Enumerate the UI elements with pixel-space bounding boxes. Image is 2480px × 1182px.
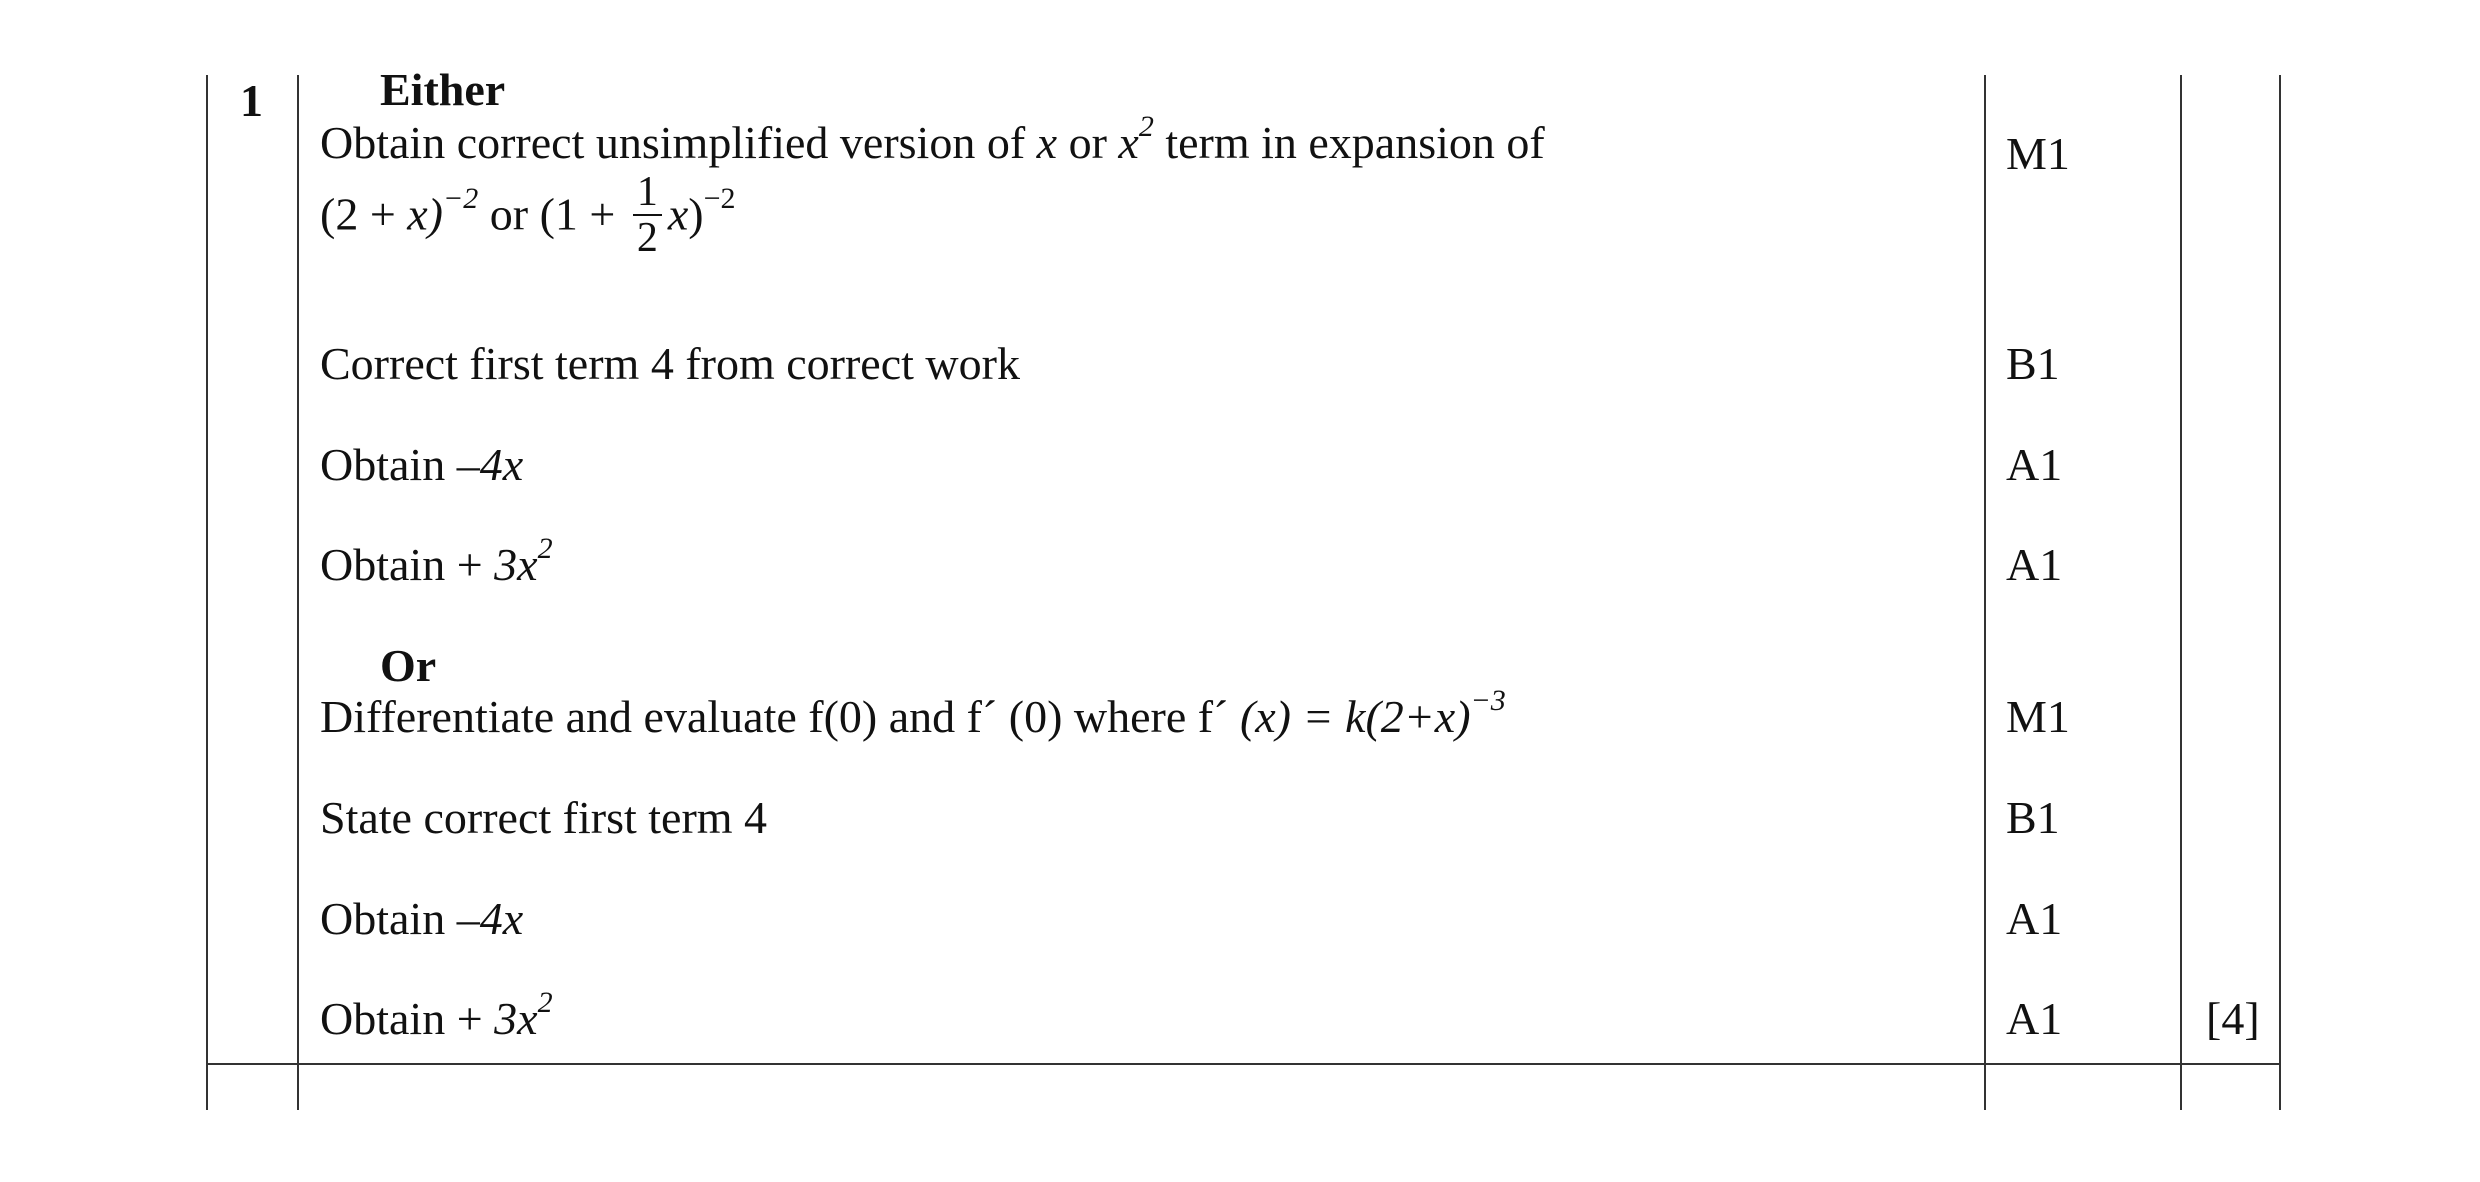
expr-a-var: x) [407,188,444,240]
expr-a-exp: −2 [443,181,479,215]
either-step1-mark: M1 [2006,128,2070,179]
either-step1-var-x: x [1036,117,1058,168]
either-step3-text [320,439,524,490]
expr-a-open: (2 + [320,188,408,240]
or-step1-exp: −3 [1470,684,1506,717]
table-border-left [206,75,208,1110]
or-step1-pre: Differentiate and evaluate f(0) and f´ (0) where f´ [320,691,1240,742]
either-step3-pre: Obtain [320,439,457,490]
or-step3-pre: Obtain [320,893,457,944]
either-step1-var-x2: x [1118,117,1139,168]
fraction-denominator: 2 [636,215,658,262]
expr-b-exp: −2 [703,181,736,215]
or-step1-text [320,684,1506,742]
or-step1-expr: (x) = k(2+x) [1239,691,1471,742]
or-step4-text [320,986,553,1044]
either-step1-text-c: term in expansion of [1153,117,1545,168]
expr-b-close: ) [688,188,704,240]
or-step3-text [320,893,524,944]
either-step4-pre: Obtain + [320,539,495,590]
either-step2-mark: B1 [2006,338,2060,389]
fraction-numerator: 1 [633,170,662,216]
or-heading: Or [380,640,437,691]
question-number: 1 [240,75,263,126]
expr-or-text: or (1 + [478,188,627,240]
or-step4-mark: A1 [2006,993,2063,1044]
either-step1-text-a: Obtain correct unsimplified version of [320,117,1037,168]
or-step3-mark: A1 [2006,893,2063,944]
either-step3-expr: –4x [456,439,524,490]
or-step4-expr: 3x [494,993,538,1044]
either-step4-mark: A1 [2006,539,2063,590]
expr-b-var: x [667,188,689,240]
either-step2-text: Correct first term 4 from correct work [320,338,1020,389]
or-step2-mark: B1 [2006,792,2060,843]
or-step2-text: State correct first term 4 [320,792,768,843]
table-border-right [2279,75,2281,1110]
either-step1-line2 [320,169,736,264]
either-heading: Either [380,64,506,115]
table-divider-marks [2180,75,2182,1110]
or-step4-exp: 2 [537,986,553,1019]
either-step1-line1 [320,110,1545,168]
either-step4-text [320,532,553,590]
table-row-divider [206,1063,2281,1065]
or-step3-expr: –4x [456,893,524,944]
or-step4-pre: Obtain + [320,993,495,1044]
either-step4-exp: 2 [537,532,553,565]
table-divider-number [297,75,299,1110]
fraction-half [633,170,662,260]
either-step4-expr: 3x [494,539,538,590]
or-step1-mark: M1 [2006,691,2070,742]
table-divider-answer [1984,75,1986,1110]
either-step1-exp: 2 [1138,110,1154,143]
total-marks: [4] [2206,993,2260,1044]
either-step1-text-b: or [1057,117,1119,168]
either-step3-mark: A1 [2006,439,2063,490]
